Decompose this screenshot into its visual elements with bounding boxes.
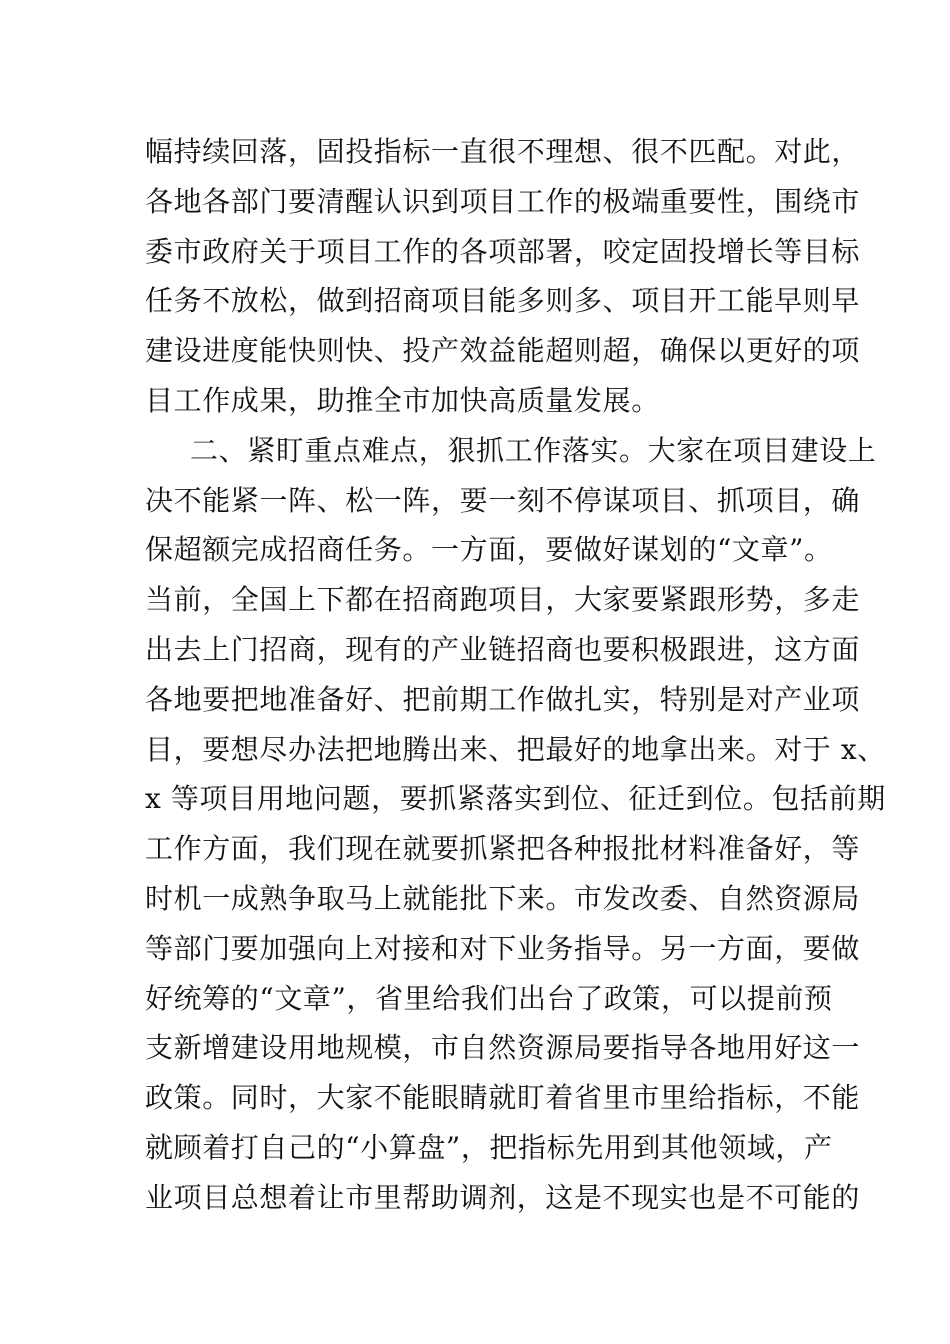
text-line-2: 各地各部门要清醒认识到项目工作的极端重要性，围绕市	[145, 184, 861, 218]
text-line-20: 政策。同时，大家不能眼睛就盯着省里市里给指标，不能	[145, 1081, 861, 1115]
text-line-6: 目工作成果，助推全市加快高质量发展。	[145, 383, 660, 417]
text-line-11: 出去上门招商，现有的产业链招商也要积极跟进，这方面	[145, 632, 861, 666]
text-line-17: 等部门要加强向上对接和对下业务指导。另一方面，要做	[145, 931, 861, 965]
text-line-15: 工作方面，我们现在就要抓紧把各种报批材料准备好，等	[145, 832, 861, 866]
text-line-5: 建设进度能快则快、投产效益能超则超，确保以更好的项	[145, 334, 861, 368]
text-line-8: 决不能紧一阵、松一阵，要一刻不停谋项目、抓项目，确	[145, 483, 861, 517]
text-line-7: 二、紧盯重点难点，狠抓工作落实。大家在项目建设上	[190, 433, 877, 467]
text-line-10: 当前，全国上下都在招商跑项目，大家要紧跟形势，多走	[145, 583, 861, 617]
text-line-12: 各地要把地准备好、把前期工作做扎实，特别是对产业项	[145, 682, 861, 716]
text-line-13: 目，要想尽办法把地腾出来、把最好的地拿出来。对于 x、	[145, 732, 886, 766]
text-line-18: 好统筹的“文章”，省里给我们出台了政策，可以提前预	[145, 981, 833, 1015]
text-line-19: 支新增建设用地规模，市自然资源局要指导各地用好这一	[145, 1031, 861, 1065]
text-line-16: 时机一成熟争取马上就能批下来。市发改委、自然资源局	[145, 881, 861, 915]
text-line-1: 幅持续回落，固投指标一直很不理想、很不匹配。对此，	[145, 135, 861, 168]
text-line-14: x 等项目用地问题，要抓紧落实到位、征迁到位。包括前期	[145, 782, 886, 816]
text-line-9: 保超额完成招商任务。一方面，要做好谋划的“文章”。	[145, 533, 833, 567]
body-text	[145, 127, 886, 1223]
text-line-21: 就顾着打自己的“小算盘”，把指标先用到其他领域，产	[145, 1130, 833, 1164]
text-line-3: 委市政府关于项目工作的各项部署，咬定固投增长等目标	[145, 234, 861, 268]
text-line-22: 业项目总想着让市里帮助调剂，这是不现实也是不可能的	[145, 1180, 861, 1214]
text-line-4: 任务不放松，做到招商项目能多则多、项目开工能早则早	[145, 284, 861, 318]
